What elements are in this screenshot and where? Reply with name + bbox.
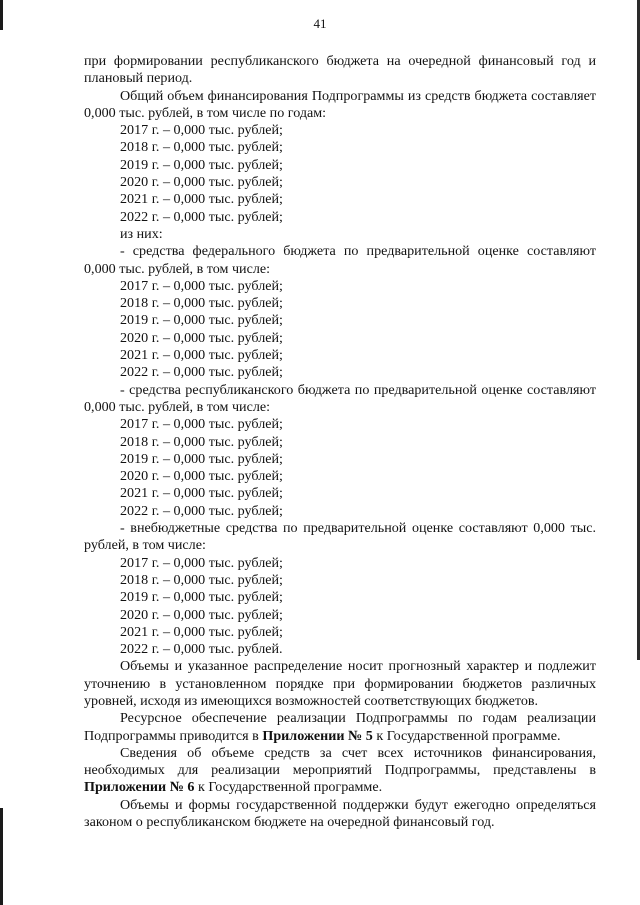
sources-text-before: Сведения об объеме средств за счет всех источников финансирования, необходимых для реализации мероприятий Подпрограммы, представлены в (84, 744, 596, 779)
year-line: 2019 г. – 0,000 тыс. рублей; (120, 450, 283, 467)
page-number: 41 (313, 16, 327, 31)
federal-years-list (84, 278, 596, 382)
year-line: 2018 г. – 0,000 тыс. рублей; (120, 295, 283, 312)
year-line: 2019 г. – 0,000 тыс. рублей; (120, 589, 283, 606)
state-support-paragraph: Объемы и формы государственной поддержки будут ежегодно определяться законом о республиканском бюджете на очередной финансовый год. (84, 796, 596, 831)
forecast-note-paragraph: Объемы и указанное распределение носит прогнозный характер и подлежит уточнению в установленном порядке при формировании бюджетов различных уровней, исходя из имеющихся возможностей соответствующих бюджетов. (84, 658, 596, 709)
resource-text-before: Ресурсное обеспечение реализации Подпрограммы по годам реализации Подпрограммы приводится в (84, 710, 596, 744)
year-line: 2020 г. – 0,000 тыс. рублей; (120, 468, 283, 485)
appendix-6-reference: Приложении № 6 (84, 779, 195, 796)
of-which-label: из них: (120, 225, 163, 242)
year-line: 2022 г. – 0,000 тыс. рублей; (120, 364, 283, 381)
intro-continuation: при формировании республиканского бюджета на очередной финансовый год и плановый период. (84, 53, 596, 87)
year-line: 2018 г. – 0,000 тыс. рублей; (120, 433, 283, 450)
appendix-5-reference: Приложении № 5 (262, 727, 373, 744)
year-line: 2021 г. – 0,000 тыс. рублей; (120, 623, 283, 640)
total-years-list (84, 122, 596, 226)
total-funding-paragraph: Общий объем финансирования Подпрограммы из средств бюджета составляет 0,000 тыс. рублей, в том числе по годам: (84, 87, 596, 121)
year-line: 2017 г. – 0,000 тыс. рублей; (120, 122, 283, 139)
year-line: 2017 г. – 0,000 тыс. рублей; (120, 277, 283, 294)
resource-provision-paragraph (84, 710, 596, 745)
extrabudgetary-years-list (84, 555, 596, 659)
year-line: 2020 г. – 0,000 тыс. рублей; (120, 606, 283, 623)
year-line: 2017 г. – 0,000 тыс. рублей; (120, 554, 283, 571)
year-line: 2020 г. – 0,000 тыс. рублей; (120, 174, 283, 191)
year-line: 2017 г. – 0,000 тыс. рублей; (120, 416, 283, 433)
year-line: 2021 г. – 0,000 тыс. рублей; (120, 485, 283, 502)
year-line: 2018 г. – 0,000 тыс. рублей; (120, 139, 283, 156)
republican-years-list (84, 416, 596, 520)
extrabudgetary-funding-paragraph: - внебюджетные средства по предварительной оценке составляют 0,000 тыс. рублей, в том числе: (84, 520, 596, 554)
year-line: 2021 г. – 0,000 тыс. рублей; (120, 347, 283, 364)
year-line: 2021 г. – 0,000 тыс. рублей; (120, 191, 283, 208)
year-line: 2022 г. – 0,000 тыс. рублей; (120, 502, 283, 519)
federal-funding-paragraph: - средства федерального бюджета по предварительной оценке составляют 0,000 тыс. рублей, в том числе: (84, 243, 596, 277)
year-line: 2022 г. – 0,000 тыс. рублей. (120, 641, 283, 658)
document-body (84, 53, 596, 831)
scan-edge-bottom (0, 808, 3, 905)
year-line: 2019 г. – 0,000 тыс. рублей; (120, 156, 283, 173)
sources-text-after: к Государственной программе. (194, 779, 383, 796)
republican-funding-paragraph: - средства республиканского бюджета по предварительной оценке составляют 0,000 тыс. рублей, в том числе: (84, 381, 596, 415)
resource-text-after: к Государственной программе. (372, 727, 561, 744)
year-line: 2022 г. – 0,000 тыс. рублей; (120, 208, 283, 225)
funding-sources-paragraph (84, 745, 596, 797)
year-line: 2019 г. – 0,000 тыс. рублей; (120, 312, 283, 329)
year-line: 2020 г. – 0,000 тыс. рублей; (120, 329, 283, 346)
year-line: 2018 г. – 0,000 тыс. рублей; (120, 571, 283, 588)
